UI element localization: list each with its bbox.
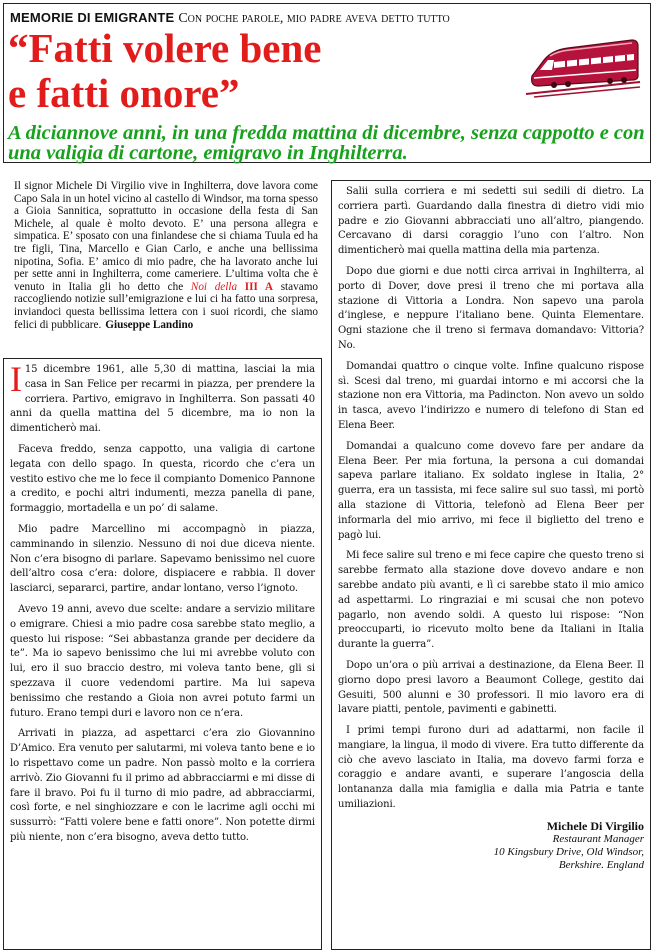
article-paragraph: Avevo 19 anni, avevo due scelte: andare a servizio militare o emigrare. Chiesi a mio padre cosa sarebbe stato meglio, a questo lui rispose: “Sei abbastanza grande per decidere da te”. Ma io sapevo benissimo che lui mi avrebbe voluto con lui, ero il suo braccio destro, mi voleva tanto bene, gli si spezzava il cuore vedendomi partire. Ma lui sapeva benissimo che restando a Gioia non avrei potuto farmi un futuro. Erano tempi duri e lavoro non ce n’era. bbox=[10, 603, 315, 719]
headline-line-1: “Fatti volere bene bbox=[8, 25, 322, 71]
intro-text-end: stavamo raccogliendo notizie sull’emigrazione e lui ci ha fatto una sorpresa, inviandoci questa bellissima lettera con i suoi ricordi, che siamo felici di pubblicare. bbox=[14, 280, 318, 331]
standfirst: A diciannove anni, in una fredda mattina di dicembre, senza cappotto e con una valigia di cartone, emigravo in Inghilterra. bbox=[8, 122, 645, 164]
article-paragraph: Mio padre Marcellino mi accompagnò in piazza, camminando in silenzio. Nessuno di noi due diceva niente. Non c’era bisogno di parlare. Sapevamo benissimo nel cuore dell’altro cosa c’era: dolore, dispiacere e rabbia. Il dover lasciarci, separarci, partire, andar lontano, verso l’ignoto. bbox=[10, 523, 315, 595]
author-signature bbox=[338, 819, 644, 872]
headline bbox=[8, 26, 508, 116]
article-paragraph: I primi tempi furono duri ad adattarmi, non facile il mangiare, la lingua, il modo di vivere. Era tutto differente da ciò che avevo lasciato in Italia, ma dovevo farmi forza e coraggio e andare avanti, e superare l’angoscia della lontananza dalla mia famiglia e dalla mia Patria e tante umiliazioni. bbox=[338, 725, 644, 811]
header-box bbox=[3, 3, 651, 163]
article-paragraph: Domandai quattro o cinque volte. Infine qualcuno rispose sì. Scesi dal treno, mi guardai intorno e mi accorsi che la stazione non era Vittoria, ma Padincton. Non avevo un soldo in tasca, avevo l’indirizzo e numero di telefono di Stan ed Elena Beer. bbox=[338, 360, 644, 431]
article-paragraph: Mi fece salire sul treno e mi fece capire che questo treno si sarebbe fermato alla stazione dove dovevo andare e non sarebbe andato più avanti, e lì ci sarebbe stato il mio amico ad aspettarmi. Lo ringraziai e mi scusai che non potevo pagarlo, non avendo soldi. A questo lui rispose: “Non preoccuparti, io ricevuto molto bene da Italiani in Italia durante la guerra”. bbox=[338, 550, 644, 651]
drop-cap: I bbox=[10, 359, 22, 399]
article-column-right bbox=[331, 180, 651, 950]
intro-text: Il signor Michele Di Virgilio vive in Inghilterra, dove lavora come Capo Sala in un hotel vicino al castello di Windsor, ma torna spesso a Gioia Sannitica, soprattutto in occasione della festa di San Michele, al quale è molto devoto. E’ una persona allegra e simpatica. E’ sposato con una finlandese che si chiama Tuula ed ha tre figli, Tina, Marcello e Gian Carlo, e anche una bellissima nipotina, Sofia. E’ amico di mio padre, che ha lavorato anche lui per sette anni in Inghilterra, come cameriere. L’ultima volta che è venuto in Italia gli ho detto che bbox=[14, 180, 318, 293]
article-paragraph: Dopo un’ora o più arrivai a destinazione, da Elena Beer. Il giorno dopo presi lavoro a Beaumont College, gestito dai Gesuiti, 500 alunni e 30 professori. Il mio lavoro era di lavare piatti, pentole, pavimenti e gabinetti. bbox=[338, 659, 644, 716]
intro-highlight: Noi della bbox=[190, 280, 238, 293]
headline-line-2: e fatti onore” bbox=[8, 70, 240, 116]
article-column-left bbox=[3, 358, 322, 950]
intro-signature: Giuseppe Landino bbox=[105, 318, 194, 331]
article-paragraph: Faceva freddo, senza cappotto, una valigia di cartone legata con dello spago. In questa, ricordo che c’era un vestito estivo che me lo fece il compianto Domenico Pannone a credito, e pochi altri indumenti, mezza panella di pane, formaggio, mortadella e un po’ di salame. bbox=[10, 443, 315, 515]
author-name: Michele Di Virgilio bbox=[546, 818, 644, 833]
article-paragraph: Domandai a qualcuno come dovevo fare per andare da Elena Beer. Per mia fortuna, la persona a cui domandai sapeva parlare italiano. Ex soldato inglese in Italia, 2° guerra, era un tassista, mi fece salire sul suo tassì, mi portò alla stazione di Vittoria, telefonò ad Elena Beer per informarla del mio arrivo, mi fece il biglietto del treno e pagò lui. bbox=[338, 440, 644, 541]
intro-class: III A bbox=[244, 280, 274, 293]
article-paragraph: Salii sulla corriera e mi sedetti sui sedili di dietro. La corriera partì. Guardando dalla finestra di dietro vidi mio padre e zio Giovanni abbracciati uno all’altro, piangendo. Cercavano di darsi coraggio l’uno con l’altro. Non dimenticherò mai quella mattina della mia partenza. bbox=[338, 186, 644, 257]
article-paragraph: Dopo due giorni e due notti circa arrivai in Inghilterra, al porto di Dover, dove presi il treno che mi portava alla stazione di Vittoria a Londra. Non sapevo una parola d’inglese, e neppure l’italiano bene. Quinta Elementare. Ogni stazione che il treno si fermava domandavo: Vittoria? No. bbox=[338, 265, 644, 351]
author-role: Restaurant Manager bbox=[552, 832, 644, 845]
article-paragraph: I 15 dicembre 1961, alle 5,30 di mattina, lasciai la mia casa in San Felice per recarmi in piazza, per prendere la corriera. Partivo, emigravo in Inghilterra. Son passati 40 anni da quella mattina del 5 dicembre, ma io non la dimenticherò mai. bbox=[10, 359, 315, 435]
author-address: 10 Kingsbury Drive, Old Windsor, bbox=[493, 845, 644, 858]
intro-note bbox=[14, 180, 318, 331]
section-label: MEMORIE DI EMIGRANTE bbox=[10, 10, 175, 25]
train-icon bbox=[524, 36, 642, 98]
header-subtitle: Con poche parole, mio padre aveva detto tutto bbox=[178, 11, 450, 26]
author-region: Berkshire. England bbox=[558, 858, 644, 871]
article-paragraph: Arrivati in piazza, ad aspettarci c’era zio Giovannino D’Amico. Era venuto per salutarmi, mi voleva tanto bene e io lo rispettavo come un padre. Non passò molto e la corriera arrivò. Zio Giovanni fu il primo ad abbracciarmi e mi disse di fare il bravo. Poi fu il turno di mio padre, ad abbracciarmi, così forte, e nel singhiozzare e con le lacrime agli occhi mi sussurrò: “Fatti volere bene e fatti onore”. Non potette dirmi più niente, non c’era bisogno, aveva detto tutto. bbox=[10, 728, 315, 843]
